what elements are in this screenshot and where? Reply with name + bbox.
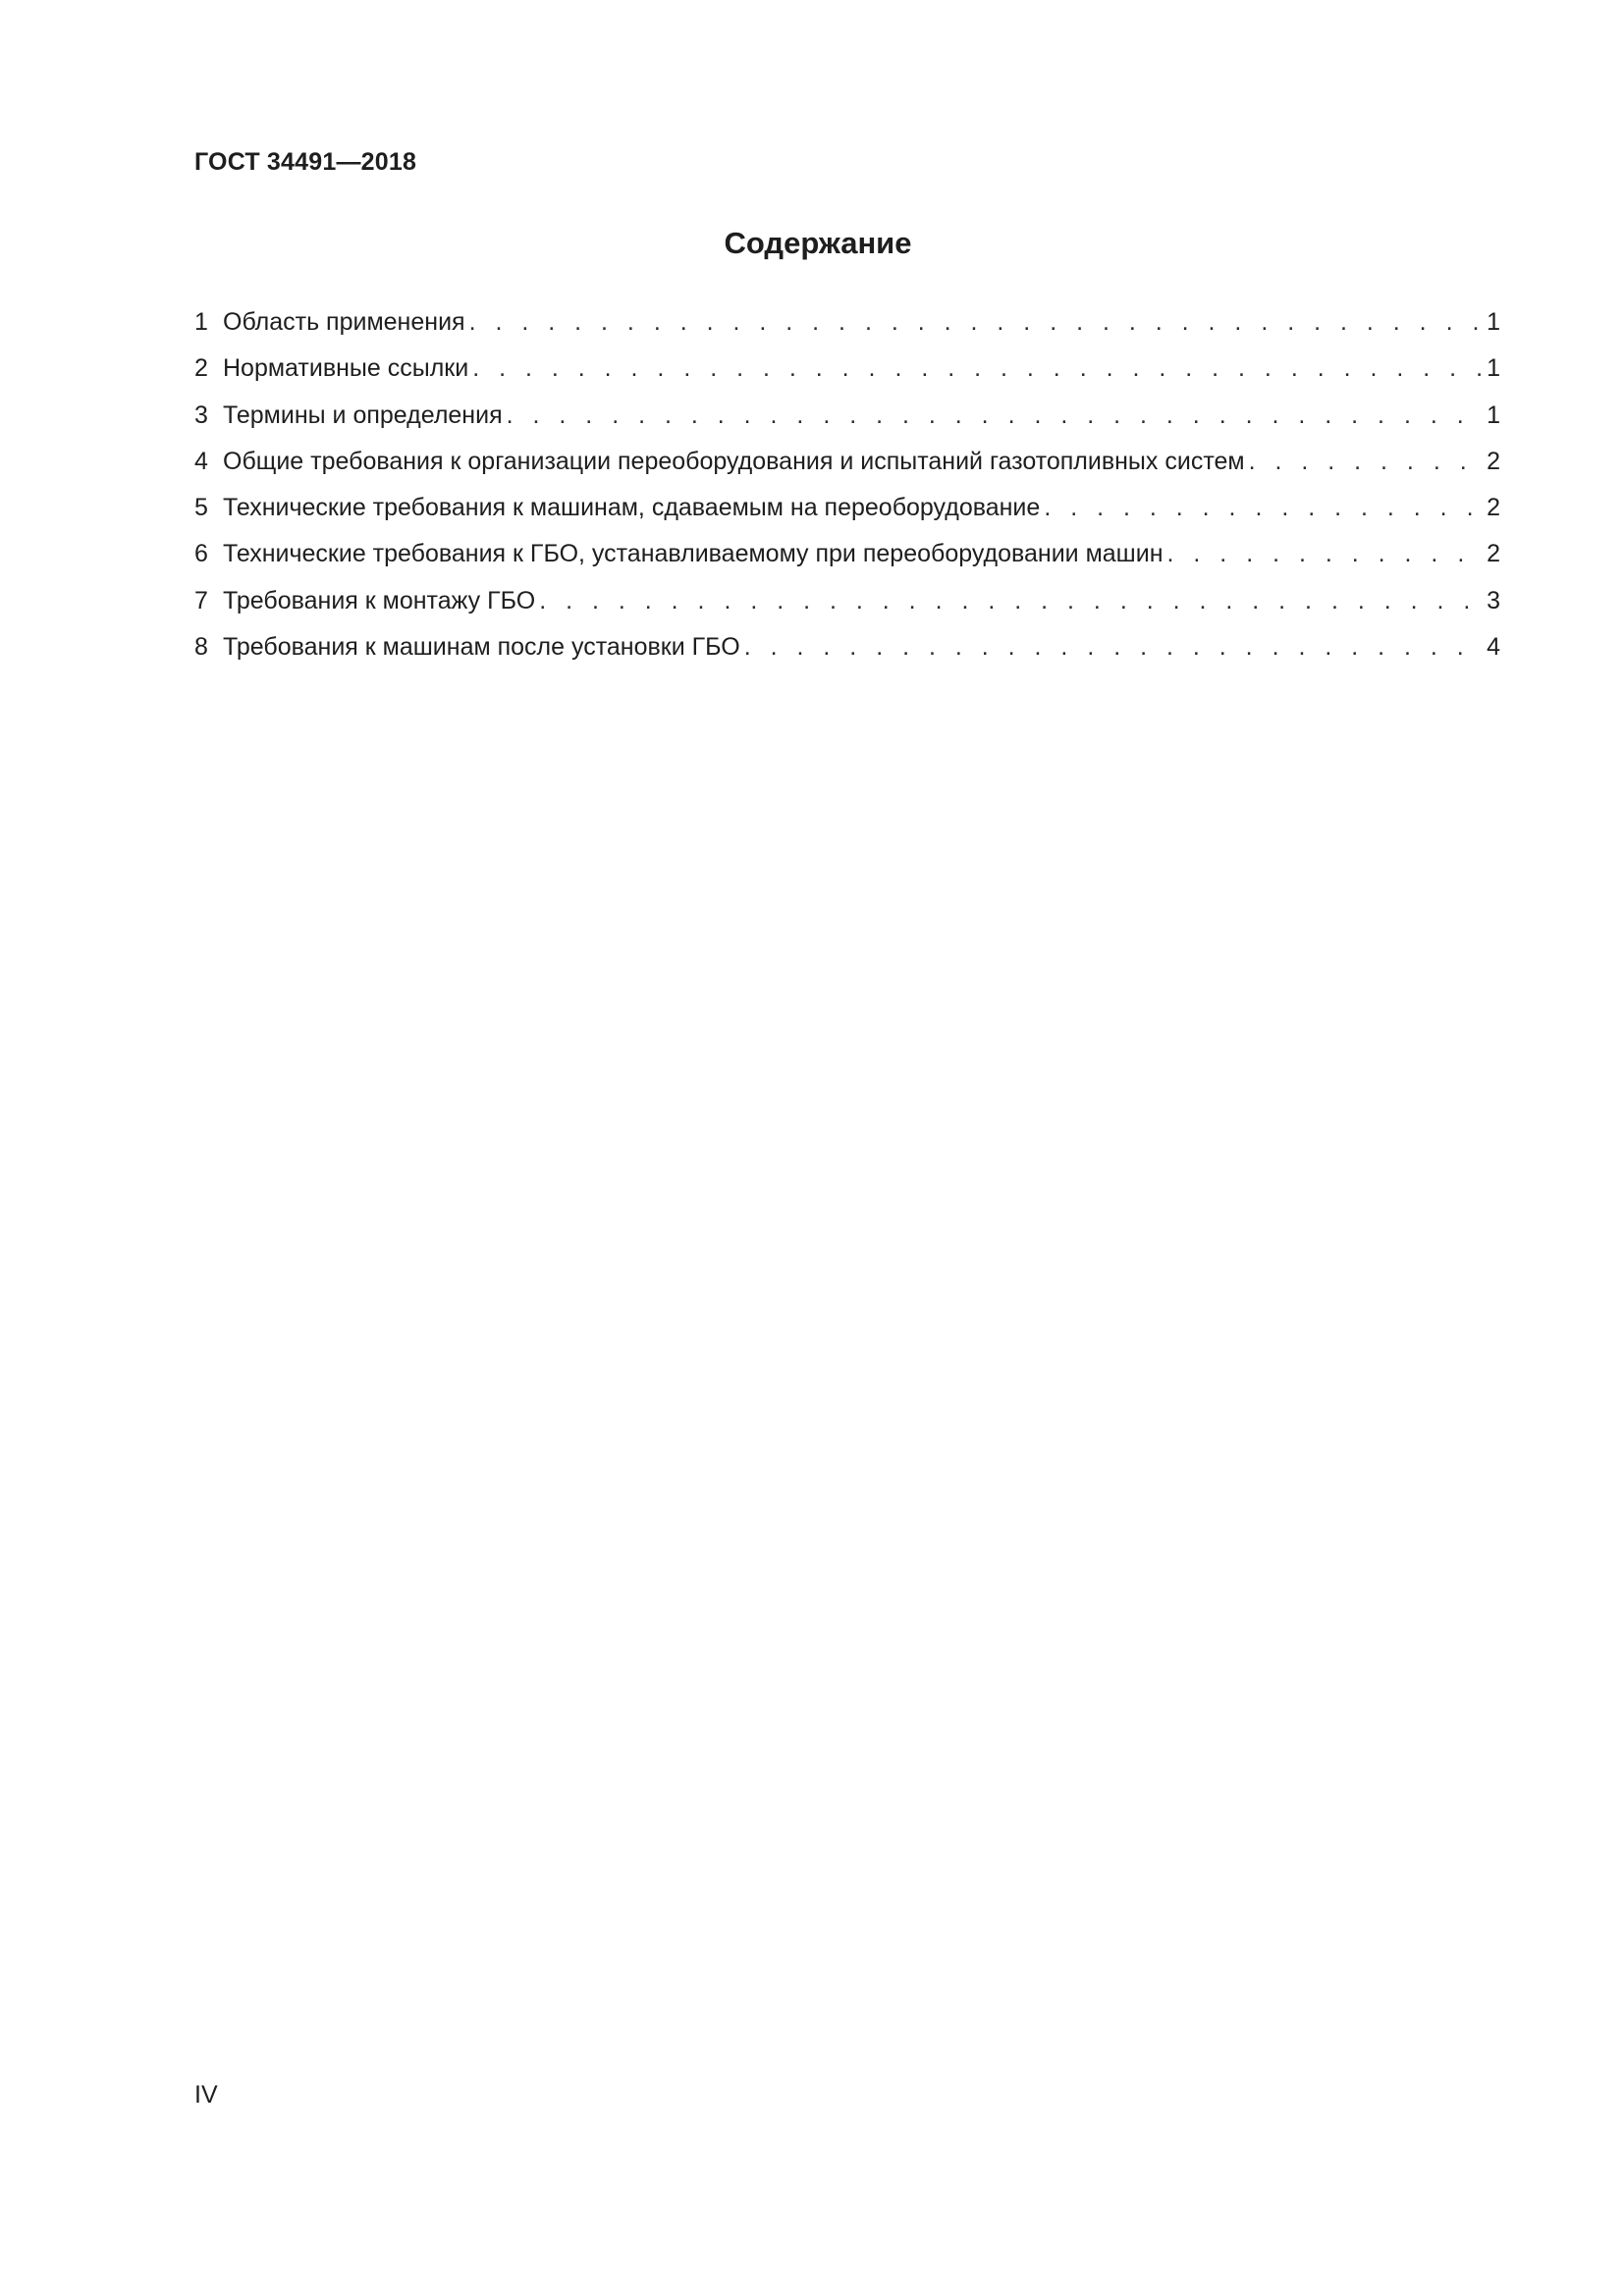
toc-item[interactable] [194,633,1500,679]
toc-item-title: Термины и определения [223,400,503,429]
toc-dot-leader [469,308,1484,337]
toc-item[interactable] [194,448,1500,494]
table-of-contents [194,308,1500,679]
toc-dot-leader [1044,494,1483,522]
toc-item-number: 1 [194,308,208,336]
toc-dot-leader [1249,448,1484,476]
toc-dot-leader [1167,540,1484,568]
toc-item-page: 2 [1487,540,1500,568]
toc-item-title: Требования к монтажу ГБО [223,586,536,614]
toc-item[interactable] [194,540,1500,586]
toc-item-number: 5 [194,494,208,522]
toc-item-page: 1 [1487,400,1500,429]
toc-item-number: 3 [194,400,208,429]
page-number: IV [194,2081,218,2109]
toc-item[interactable] [194,494,1500,540]
toc-item-number: 4 [194,447,208,475]
toc-item-page: 4 [1487,633,1500,662]
document-code: ГОСТ 34491—2018 [194,148,417,176]
toc-dot-leader [744,633,1483,662]
toc-item-title: Общие требования к организации переоборудования и испытаний газотопливных систем [223,447,1245,475]
toc-item-number: 7 [194,586,208,614]
toc-item[interactable] [194,587,1500,633]
toc-dot-leader [539,587,1483,615]
toc-item-title: Технические требования к ГБО, устанавливаемому при переоборудовании машин [223,540,1164,568]
toc-item-title: Технические требования к машинам, сдаваемым на переоборудование [223,494,1041,522]
toc-heading: Содержание [724,226,912,260]
toc-item-page: 1 [1487,308,1500,336]
toc-item[interactable] [194,308,1500,354]
toc-item[interactable] [194,354,1500,400]
toc-dot-leader [472,354,1483,383]
toc-item-title: Требования к машинам после установки ГБО [223,633,740,662]
toc-item[interactable] [194,401,1500,448]
toc-dot-leader [507,401,1483,430]
toc-item-page: 1 [1487,354,1500,383]
toc-item-page: 3 [1487,586,1500,614]
toc-item-title: Нормативные ссылки [223,354,469,383]
toc-item-page: 2 [1487,447,1500,475]
toc-item-title: Область применения [223,308,465,336]
toc-item-page: 2 [1487,494,1500,522]
toc-item-number: 2 [194,354,208,383]
toc-item-number: 8 [194,633,208,662]
toc-item-number: 6 [194,540,208,568]
